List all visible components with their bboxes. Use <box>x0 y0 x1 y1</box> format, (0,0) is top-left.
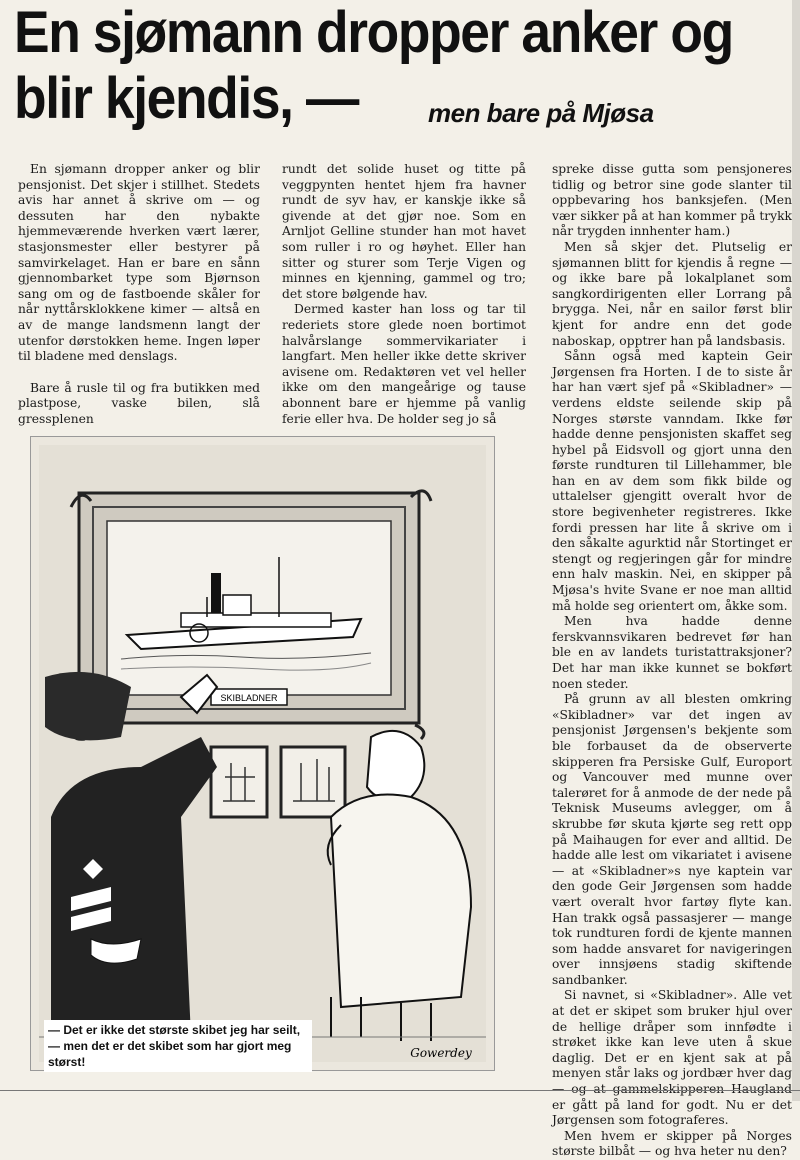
plaque-text: SKIBLADNER <box>220 693 278 703</box>
cartoon-illustration <box>30 436 495 1071</box>
artist-signature: Gowerdey <box>410 1046 472 1060</box>
article-column-2 <box>282 162 526 427</box>
paragraph: På grunn av all blesten omkring «Skibladner» var det ingen av pensjonist Jørgensen's bekjente som ble forbauset da de observerte skipperen fra Persiske Gulf, Europort og Vancouver med munne over talerøret for å anmode de der nede på Teknisk Museums avlegger, om å skrubbe før skuta kjørte seg rett opp på Maihaugen for ever and alltid. De hadde alle lest om vikariatet i avisene — at «Skibladner»s nye kaptein var den gode Geir Jørgensen som hadde vært overalt hvor fartøy flyte kan. Han trakk også passasjerer — mange tok rundturen fordi de kjente mannen som hadde ansvaret for navigeringen over innsjøens stadig skiftende sandbanker. <box>552 692 792 987</box>
cartoon-drawing <box>31 437 494 1070</box>
article-column-1 <box>18 162 260 428</box>
adjacent-page-edge <box>792 0 800 1101</box>
headline-line-2: blir kjendis, — <box>14 66 359 131</box>
small-picture-frame <box>281 747 345 817</box>
paragraph: Sånn også med kaptein Geir Jørgensen fra Horten. I de to siste år har han vært sjef på «Skibladner» — verdens eldste seilende skip på Norges største vanndam. Ikke før hadde denne pensjonisten skaffet seg hybel på Eidsvoll og gjort unna den første rundturen til Lillehammer, ble han en av dem som fikk bilde og uttalelser gjengitt overalt hvor de store begivenheter registreres. Ikke fordi pressen har lite å skrive om i den såkalte agurktid når Stortinget er stengt og regjeringen går for mindre enn halv maskin. Nei, en skipper på Mjøsa's hvite Svane er noe man alltid må holde seg orientert om, åkke som. <box>552 349 792 613</box>
paragraph: spreke disse gutta som pensjoneres tidlig og betror sine gode slanter til oppbevaring hos banksjefen. (Men vær sikker på at han kommer på trykk når trygden innhenter ham.) <box>552 162 792 239</box>
cartoon-caption: — Det er ikke det største skibet jeg har seilt, — men det er det skibet som har gjort meg størst! <box>44 1020 312 1072</box>
paragraph: Men hva hadde denne ferskvannsvikaren bedrevet før han ble en av landets turistattraksjoner? Det har man ikke kunnet se bokført noen steder. <box>552 614 792 691</box>
headline <box>14 0 794 147</box>
article-column-3 <box>552 162 792 1160</box>
headline-subtitle: men bare på Mjøsa <box>428 98 654 128</box>
headline-line-1: En sjømann dropper anker og <box>14 0 733 65</box>
paragraph: rundt det solide huset og titte på veggpynten hentet hjem fra havner rundt de syv hav, er kanskje ikke så givende at det gjør noe. Som en Arnljot Gelline stunder han mot havet som ruller i ro og høyhet. Eller han sitter og sturer som Terje Vigen og minnes en kjenning, gammel og tro; det store bølgende hav. <box>282 162 526 301</box>
paragraph: Bare å rusle til og fra butikken med plastpose, vaske bilen, slå gressplenen <box>18 380 260 426</box>
paragraph: Men hvem er skipper på Norges største bilbåt — og hva heter nu den? <box>552 1128 792 1159</box>
paragraph: Si navnet, si «Skibladner». Alle vet at det er skipet som bruker hjul over de hellige dråper som innfødte i strøket ikke kan leve uten å skue daglig. Det er en kjent sak at på menyen står laks og jordbær hver dag er gått på land for godt. Nu er det Jørgensen som fotograferes. <box>552 988 792 1128</box>
page-bottom-rule <box>0 1090 800 1091</box>
paragraph: En sjømann dropper anker og blir pensjonist. Det skjer i stillhet. Stedets avis har annet å skrive om — og dessuten har den nybakte hjemmeværende hverken vært lærer, stasjonsmester eller bestyrer på samvirkelaget. Han er bare en sånn gjennombarket type som Bjørnson sang om og de fastboende skåler for når nyttårsklokkene kimer — altså en av de mange landsmenn langt der utenfor dørstokken heme. Ingen løper til bladene med denslags. <box>18 162 260 364</box>
small-picture-frame <box>211 747 267 817</box>
paragraph: Dermed kaster han loss og tar til rederiets store glede noen bortimot halvårslange sommervikariater i langfart. Men heller ikke dette skriver avisene om. Redaktøren vet vel heller ikke om den mangeårige og tause abonnent bare er hjemme på vanlig ferie eller hva. De holder seg jo så <box>282 302 526 426</box>
paragraph: Men så skjer det. Plutselig er sjømannen blitt for kjendis å regne — og ikke bare på lokalplanet som sangkordirigenten eller Lorrang på brygga. Nei, når en sailor først blir kjent for andre enn det gode naboskap, opptrer han på landsbasis. <box>552 239 792 348</box>
